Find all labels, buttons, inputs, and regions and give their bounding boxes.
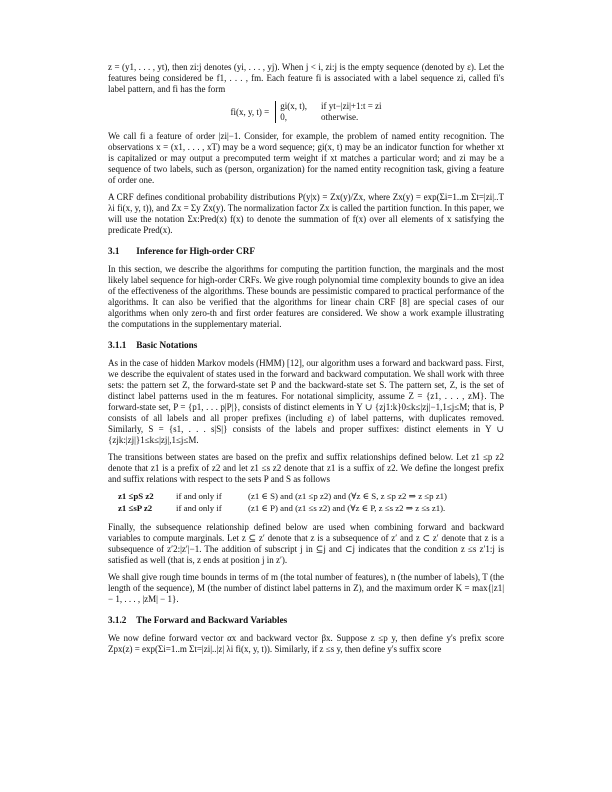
section-number: 3.1 — [108, 246, 120, 256]
relation2-rhs: (z1 ∈ P) and (z1 ≤s z2) and (∀z ∈ P, z ≤s z2 ⇒ z ≤s z1). — [248, 503, 446, 513]
case1-condition: if yt−|zi|+1:t = zi — [320, 101, 382, 111]
paragraph-inference: In this section, we describe the algorithms for computing the partition function, the marginals and the most likely label sequence for high-order CRFs. We give rough polynomial time complexity bounds to give an idea of the effectiveness of the algorithms. These bounds are pessimistic compared to practical performance of the algorithms. It can also be verified that the algorithms for linear chain CRF [8] are special cases of our algorithms when only zero-th and first order features are considered. We show a work example illustrating the computations in the supplementary material. — [108, 264, 504, 329]
paragraph-subsequence: Finally, the subsequence relationship defined below are used when combining forward and backward variables to compute marginals. Let z ⊆ z′ denote that z is a subsequence of z′ and z ⊂ z′ denote that z is a subsequence of z′2:|z′|−1. The addition of subscript j in ⊆j and ⊂j indicates that the condition z ≤s z′1:j is satisfied as well (that is, z ends at position j in z′). — [108, 522, 504, 565]
section-title: Basic Notations — [136, 340, 198, 350]
relation1-lhs: z1 ≤pS z2 — [118, 491, 154, 501]
paragraph-basic-notations: As in the case of hidden Markov models (HMM) [12], our algorithm uses a forward and backward pass. First, we describe the equivalent of states used in the forward and backward computation. We shall work with three sets: the pattern set Z, the forward-state set P and the backward-state set S. The pattern set, Z, is the set of distinct label patterns used in the m features. For notational simplicity, assume Z = {z1, . . . , zM}. The forward-state set, P = {p1, . . . p|P|}, consists of distinct elements in Y ∪ {zj1:k}0≤k≤|zj|−1,1≤j≤M; that is, P consists of all labels and all proper prefixes (including ε) of label patterns, with duplicates removed. Similarly, S = {s1, . . . s|S|} consists of the labels and proper suffixes: distinct elements in Y ∪ {zjk:|zj|}1≤k≤|zj|,1≤j≤M. — [108, 358, 504, 445]
relation1-rhs: (z1 ∈ S) and (z1 ≤p z2) and (∀z ∈ S, z ≤p z2 ⇒ z ≤p z1) — [248, 491, 447, 501]
section-heading-3-1-2 — [108, 615, 504, 626]
paper-page — [108, 62, 504, 661]
relation2-mid: if and only if — [176, 503, 222, 513]
section-number: 3.1.2 — [108, 615, 127, 625]
paragraph-time-bounds: We shall give rough time bounds in terms of m (the total number of features), n (the number of labels), T (the length of the sequence), M (the number of distinct label patterns in Z), and the maximum order K = max{|z1| − 1, . . . , |zM| − 1}. — [108, 572, 504, 604]
section-number: 3.1.1 — [108, 340, 127, 350]
section-heading-3-1-1 — [108, 340, 504, 351]
feature-equation — [108, 101, 504, 123]
relation1-mid: if and only if — [176, 491, 222, 501]
relation2-lhs: z1 ≤sP z2 — [118, 503, 153, 513]
case1-value: gi(x, t), — [280, 101, 307, 111]
section-heading-3-1 — [108, 246, 504, 257]
section-title: Inference for High-order CRF — [136, 246, 255, 256]
case2-value: 0, — [280, 112, 287, 122]
relation-definitions — [118, 491, 504, 514]
paragraph-forward-backward: We now define forward vector αx and backward vector βx. Suppose z ≤p y, then define y's prefix score Zpx(z) = exp(Σi=1..m Σt=|zi|..|z| λi fi(x, y, t)). Similarly, if z ≤s y, then define y's suffix score — [108, 633, 504, 654]
equation-lhs: fi(x, y, t) = — [230, 106, 270, 117]
paragraph-transitions: The transitions between states are based on the prefix and suffix relationships defined below. Let z1 ≤p z2 denote that z1 is a prefix of z2 and let z1 ≤s z2 denote that z1 is a suffix of z2. We define the longest prefix and suffix relations with respect to the sets P and S as follows — [108, 452, 504, 484]
paragraph-feature-order: We call fi a feature of order |zi|−1. Consider, for example, the problem of named entity recognition. The observations x = (x1, . . . , xT) may be a word sequence; gi(x, t) may be an indicator function for whether xt is capitalized or may output a precomputed term weight if xt matches a particular word; and zi may be a sequence of two labels, such as (person, organization) for the named entity recognition task, giving a feature of order one. — [108, 131, 504, 185]
paragraph-notation: z = (y1, . . . , yt), then zi:j denotes (yi, . . . , yj). When j < i, zi:j is the empty sequence (denoted by ε). Let the features being considered be f1, . . . , fm. Each feature fi is associated with a label sequence zi, called fi's label pattern, and fi has the form — [108, 62, 504, 94]
section-title: The Forward and Backward Variables — [136, 615, 288, 625]
case2-condition: otherwise. — [320, 112, 359, 122]
paragraph-crf-definition: A CRF defines conditional probability distributions P(y|x) = Zx(y)/Zx, where Zx(y) = exp(Σi=1..m Σt=|zi|..T λi fi(x, y, t)), and Zx = Σy Zx(y). The normalization factor Zx is called the partition function. In this paper, we will use the notation Σx:Pred(x) f(x) to denote the summation of f(x) over all elements of x satisfying the predicate Pred(x). — [108, 192, 504, 235]
